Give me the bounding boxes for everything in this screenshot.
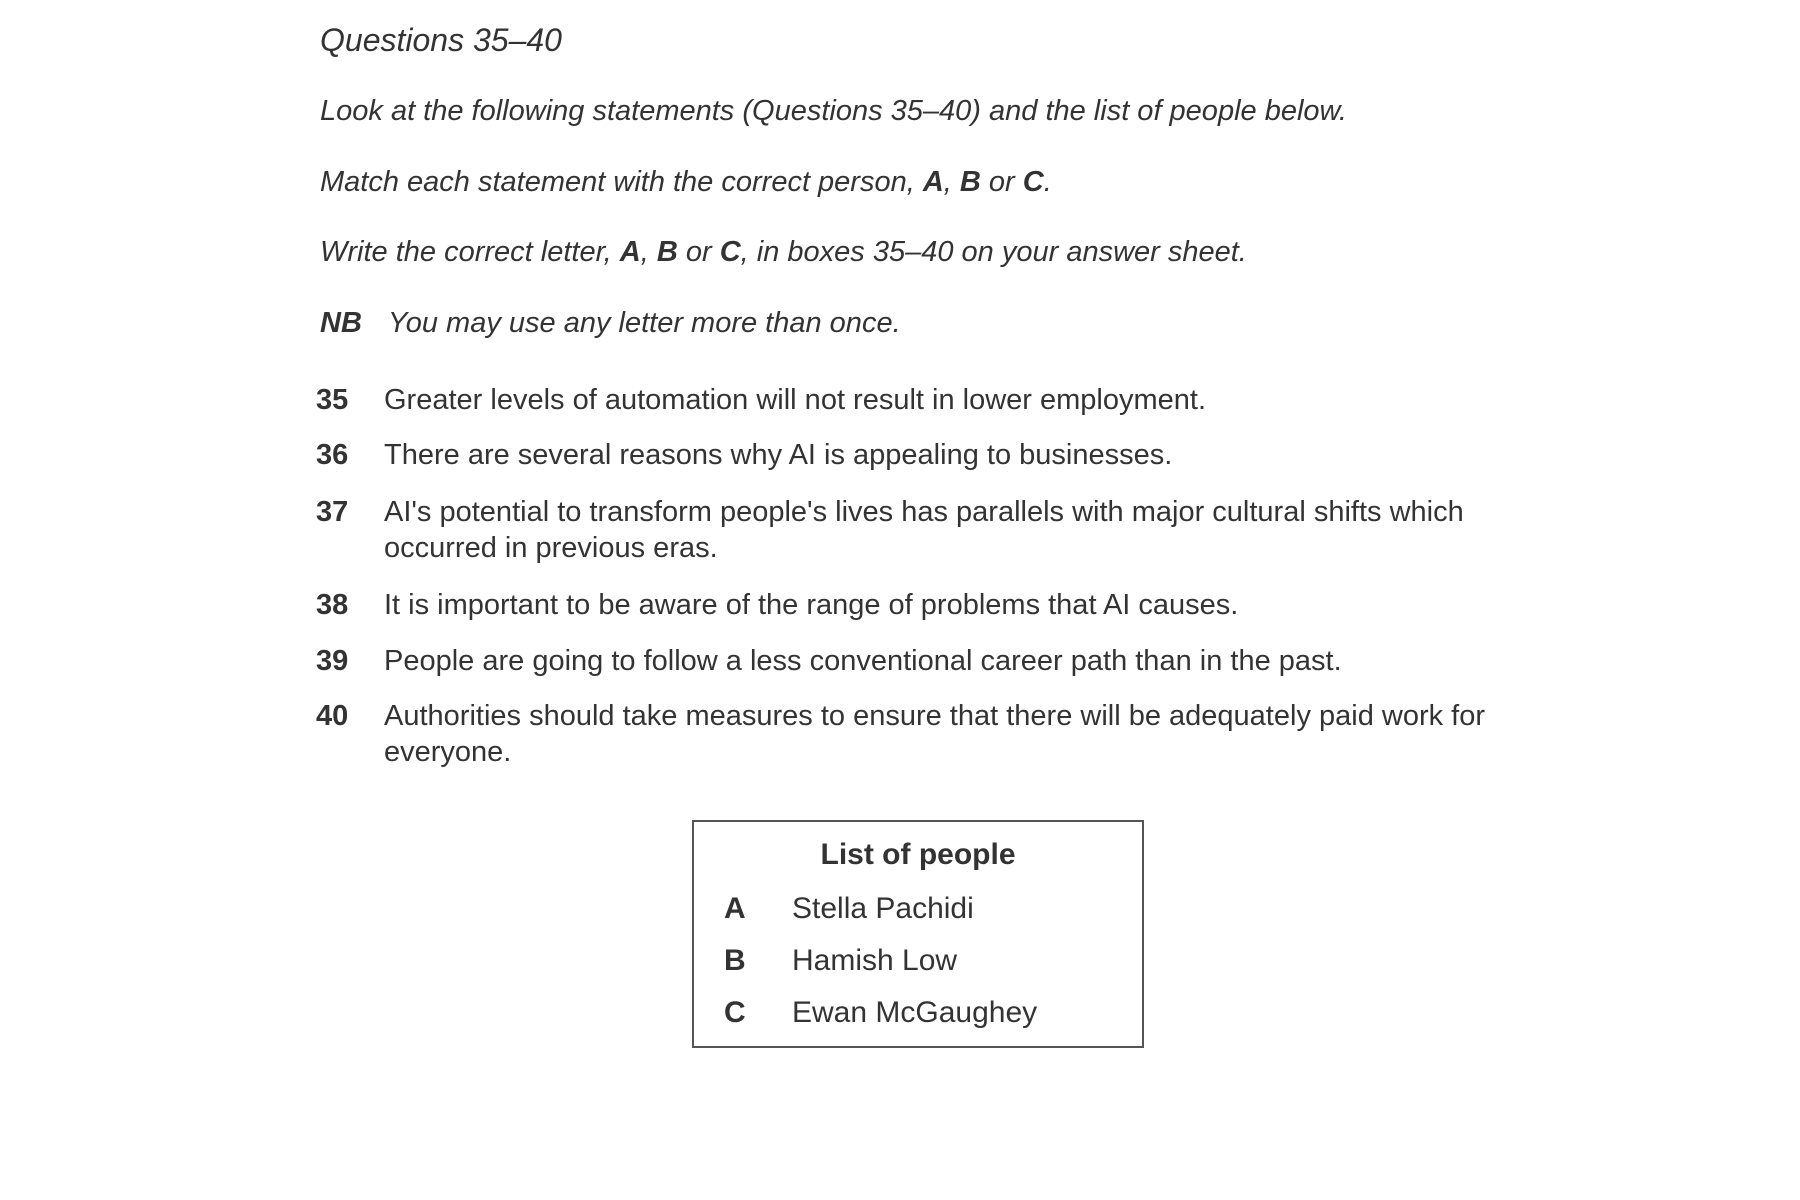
question-number: 37 [316,496,349,528]
question-35 [316,382,1546,418]
person-letter: C [724,996,746,1029]
question-number: 36 [316,439,349,471]
instruction-line-3 [320,236,1247,269]
person-row-b [724,944,957,978]
question-text: There are several reasons why AI is appealing to businesses. [384,439,1173,471]
section-heading: Questions 35–40 [320,22,562,58]
question-text: It is important to be aware of the range of problems that AI causes. [384,589,1239,621]
person-name: Hamish Low [792,944,958,977]
nb-note [320,307,901,340]
question-40 [316,698,1546,770]
separator: or [980,166,1023,198]
instruction-text: Match each statement with the correct person, [320,166,923,198]
letter-c: C [1022,166,1044,198]
question-text: AI's potential to transform people's lives has parallels with major cultural shifts which occurred in previous eras. [384,496,1464,564]
separator: . [1043,166,1052,198]
person-row-a [724,892,974,926]
question-number: 38 [316,589,349,621]
instruction-text: , in boxes 35–40 on your answer sheet. [740,236,1247,268]
question-number: 39 [316,645,349,677]
instruction-line-1 [320,95,1347,128]
instruction-text: Write the correct letter, [320,236,620,268]
person-row-c [724,996,1037,1030]
question-number: 40 [316,700,349,732]
nb-label: NB [320,307,362,339]
question-38 [316,587,1546,623]
separator: , [943,166,960,198]
list-of-people-title: List of people [820,838,1016,871]
question-text: Authorities should take measures to ensure that there will be adequately paid work for everyone. [384,700,1486,768]
question-text: Greater levels of automation will not result in lower employment. [384,384,1207,416]
letter-a: A [619,236,641,268]
question-36 [316,437,1546,473]
instruction-text: Look at the following statements (Questions 35–40) and the list of people below. [320,95,1347,127]
letter-a: A [922,166,944,198]
person-name: Ewan McGaughey [792,996,1038,1029]
instruction-line-2 [320,166,1052,199]
letter-c: C [719,236,741,268]
question-text: People are going to follow a less conventional career path than in the past. [384,645,1342,677]
list-of-people-box [692,820,1144,1048]
letter-b: B [656,236,678,268]
question-39 [316,643,1546,679]
nb-text: You may use any letter more than once. [388,307,901,339]
person-letter: A [724,892,746,925]
letter-b: B [959,166,981,198]
question-37 [316,494,1506,566]
question-number: 35 [316,384,349,416]
person-name: Stella Pachidi [792,892,974,925]
separator: or [677,236,720,268]
person-letter: B [724,944,746,977]
separator: , [640,236,657,268]
